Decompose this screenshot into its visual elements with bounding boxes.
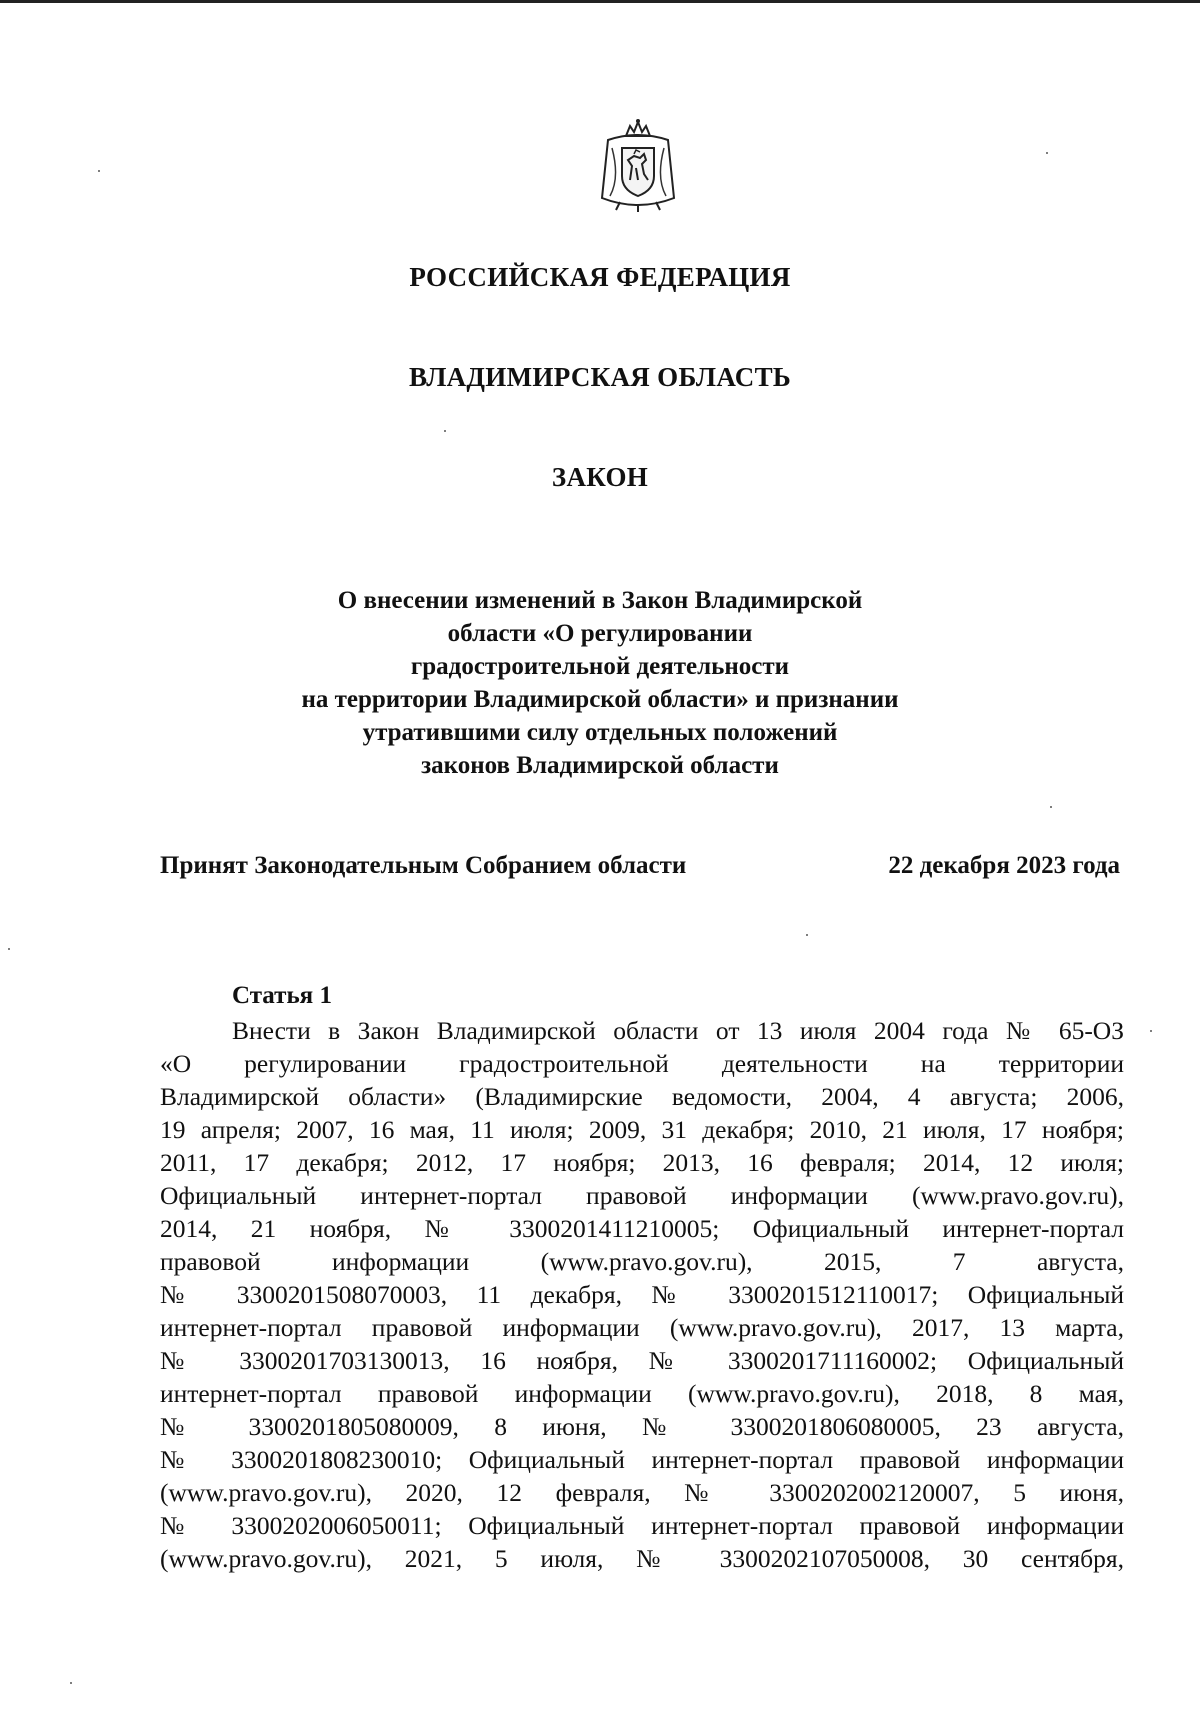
law-title-line: на территории Владимирской области» и признании (301, 686, 899, 713)
heading-region: ВЛАДИМИРСКАЯ ОБЛАСТЬ (408, 362, 792, 392)
scan-speck (444, 430, 446, 432)
article-line: № 3300201808230010; Официальный интернет-портал правовой информации (160, 1445, 1124, 1474)
article-line: Внести в Закон Владимирской области от 13 июля 2004 года № 65-ОЗ (232, 1016, 1124, 1045)
article-line: 2011, 17 декабря; 2012, 17 ноября; 2013, 16 февраля; 2014, 12 июля; (160, 1148, 1124, 1177)
scan-speck (8, 948, 10, 950)
law-title-line: О внесении изменений в Закон Владимирской (337, 587, 863, 614)
adopted-by: Принят Законодательным Собранием области (160, 852, 687, 879)
article-line: Официальный интернет-портал правовой информации (www.pravo.gov.ru), (160, 1181, 1124, 1210)
scan-speck (1046, 152, 1048, 154)
article-line: правовой информации (www.pravo.gov.ru), 2015, 7 августа, (160, 1247, 1124, 1276)
law-title-line: законов Владимирской области (421, 752, 779, 779)
article-line: № 3300202006050011; Официальный интернет-портал правовой информации (160, 1511, 1124, 1540)
law-title-line: области «О регулировании (447, 620, 753, 647)
law-title-line: градостроительной деятельности (410, 653, 790, 680)
scan-top-edge (0, 0, 1200, 3)
article-line: Владимирской области» (Владимирские ведомости, 2004, 4 августа; 2006, (160, 1082, 1124, 1111)
article-line: № 3300201805080009, 8 июня, № 3300201806080005, 23 августа, (160, 1412, 1124, 1441)
article-line: 19 апреля; 2007, 16 мая, 11 июля; 2009, 31 декабря; 2010, 21 июля, 17 ноября; (160, 1115, 1124, 1144)
article-line: 2014, 21 ноября, № 3300201411210005; Официальный интернет-портал (160, 1214, 1124, 1243)
law-title (250, 584, 950, 782)
heading-document-type: ЗАКОН (551, 462, 649, 492)
article-line: № 3300201508070003, 11 декабря, № 3300201512110017; Официальный (160, 1280, 1124, 1309)
heading-country: РОССИЙСКАЯ ФЕДЕРАЦИЯ (409, 262, 791, 292)
article-line: № 3300201703130013, 16 ноября, № 3300201711160002; Официальный (160, 1346, 1124, 1375)
article-line: интернет-портал правовой информации (www.pravo.gov.ru), 2018, 8 мая, (160, 1379, 1124, 1408)
coat-of-arms-icon (590, 118, 686, 214)
article-body (160, 1014, 1124, 1575)
law-title-line: утратившими силу отдельных положений (362, 719, 838, 746)
article-title: Статья 1 (232, 982, 332, 1009)
article-line: интернет-портал правовой информации (www.pravo.gov.ru), 2017, 13 марта, (160, 1313, 1124, 1342)
adopted-date: 22 декабря 2023 года (888, 852, 1120, 879)
article-line: (www.pravo.gov.ru), 2021, 5 июля, № 3300202107050008, 30 сентября, (160, 1544, 1124, 1573)
scan-speck (1150, 1030, 1152, 1032)
scan-speck (98, 170, 100, 172)
scan-speck (806, 934, 808, 936)
scan-speck (1050, 806, 1052, 808)
article-line: (www.pravo.gov.ru), 2020, 12 февраля, № 3300202002120007, 5 июня, (160, 1478, 1124, 1507)
scan-speck (70, 1682, 72, 1684)
article-line: «О регулировании градостроительной деятельности на территории (160, 1049, 1124, 1078)
